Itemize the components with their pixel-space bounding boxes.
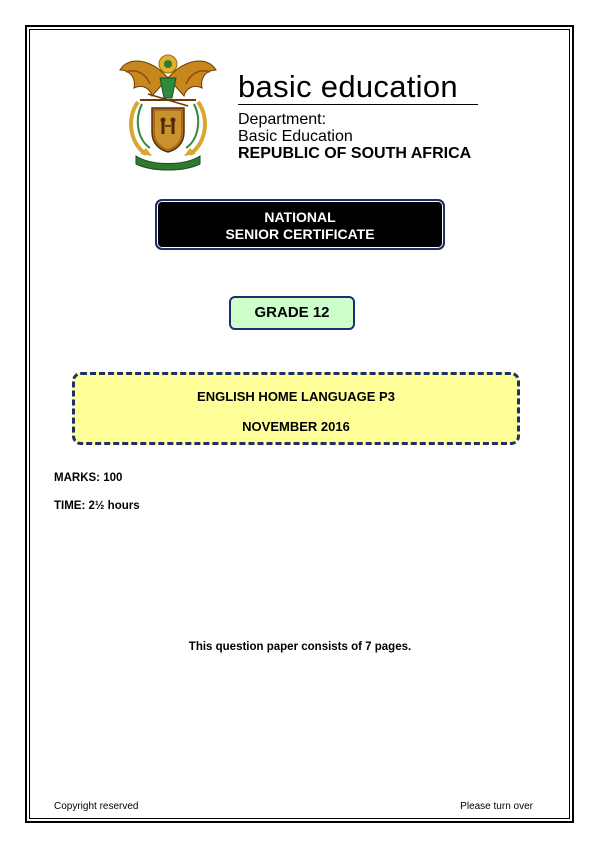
pages-note: This question paper consists of 7 pages. (188, 641, 412, 653)
subject-box (72, 372, 520, 445)
country-name: REPUBLIC OF SOUTH AFRICA (238, 145, 472, 162)
marks-text: MARKS: 100 (54, 472, 123, 484)
brand-block (238, 70, 478, 162)
brand-title: basic education (238, 70, 478, 105)
exam-date: NOVEMBER 2016 (242, 419, 350, 434)
department-name: Basic Education (238, 128, 353, 145)
footer-copyright: Copyright reserved (54, 801, 139, 812)
department-label: Department: (238, 111, 327, 128)
certificate-line-2: SENIOR CERTIFICATE (225, 226, 375, 242)
certificate-line-1: NATIONAL (264, 209, 336, 225)
certificate-banner (155, 199, 445, 250)
coat-of-arms-logo (116, 48, 220, 172)
subject-title: ENGLISH HOME LANGUAGE P3 (197, 389, 395, 404)
time-text: TIME: 2½ hours (54, 500, 140, 512)
grade-badge: GRADE 12 (229, 296, 355, 330)
footer-turn-over: Please turn over (460, 801, 533, 812)
